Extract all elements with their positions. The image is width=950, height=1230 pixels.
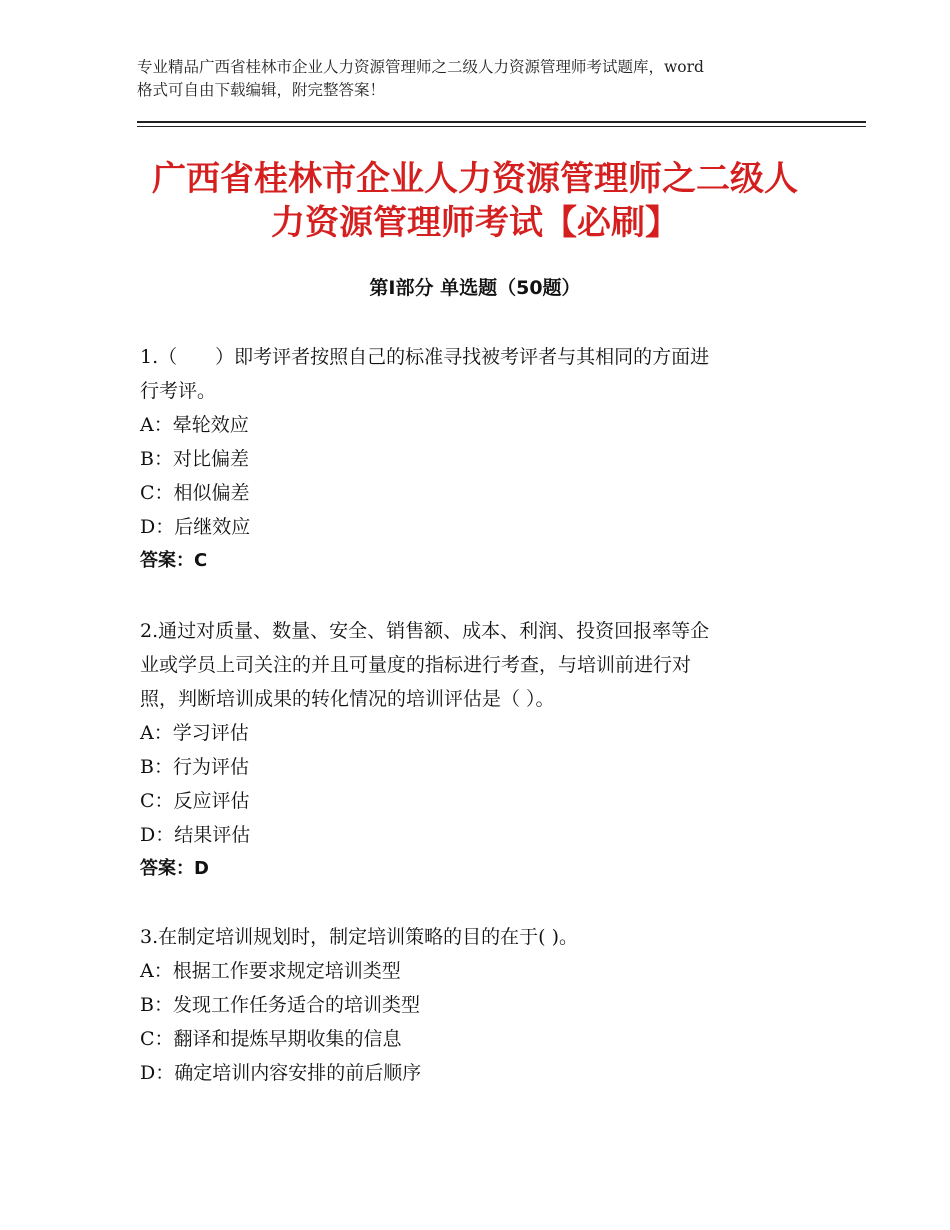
document-title-line1: 广西省桂林市企业人力资源管理师之二级人 <box>152 159 798 199</box>
question-3-option-b: B：发现工作任务适合的培训类型 <box>140 994 420 1016</box>
question-1 <box>140 340 820 578</box>
question-2-option-d: D：结果评估 <box>140 824 251 846</box>
document-title <box>60 157 890 245</box>
header-note-line2: 格式可自由下载编辑，附完整答案！ <box>137 81 386 99</box>
question-2-stem-line1: 2.通过对质量、数量、安全、销售额、成本、利润、投资回报率等企 <box>140 620 710 642</box>
question-3-option-c: C：翻译和提炼早期收集的信息 <box>140 1028 402 1050</box>
header-divider-thick <box>137 121 866 123</box>
question-3-stem-line1: 3.在制定培训规划时，制定培训策略的目的在于( )。 <box>140 926 578 948</box>
header-note-line1: 专业精品广西省桂林市企业人力资源管理师之二级人力资源管理师考试题库，word <box>137 58 704 76</box>
question-3-option-d: D：确定培训内容安排的前后顺序 <box>140 1062 422 1084</box>
question-1-stem-line1: 1.（ ）即考评者按照自己的标准寻找被考评者与其相同的方面进 <box>140 346 710 368</box>
section-heading: 第Ⅰ部分 单选题（50题） <box>369 277 581 299</box>
question-2-option-a: A：学习评估 <box>140 722 249 744</box>
question-1-option-a: A：晕轮效应 <box>140 414 249 436</box>
question-1-stem-line2: 行考评。 <box>140 380 217 402</box>
question-1-option-b: B：对比偏差 <box>140 448 249 470</box>
question-1-option-c: C：相似偏差 <box>140 482 250 504</box>
question-2 <box>140 614 820 886</box>
header-note <box>137 56 827 102</box>
question-2-option-c: C：反应评估 <box>140 790 250 812</box>
header-divider-thin <box>137 126 866 127</box>
question-1-option-d: D：后继效应 <box>140 516 251 538</box>
question-1-answer: 答案：C <box>140 550 208 571</box>
document-title-line2: 力资源管理师考试【必刷】 <box>271 203 679 243</box>
question-2-stem-line3: 照，判断培训成果的转化情况的培训评估是（ ）。 <box>140 688 555 710</box>
question-2-stem-line2: 业或学员上司关注的并且可量度的指标进行考查，与培训前进行对 <box>140 654 692 676</box>
question-3 <box>140 920 820 1090</box>
question-2-answer: 答案：D <box>140 858 209 879</box>
question-2-option-b: B：行为评估 <box>140 756 249 778</box>
question-3-option-a: A：根据工作要求规定培训类型 <box>140 960 401 982</box>
